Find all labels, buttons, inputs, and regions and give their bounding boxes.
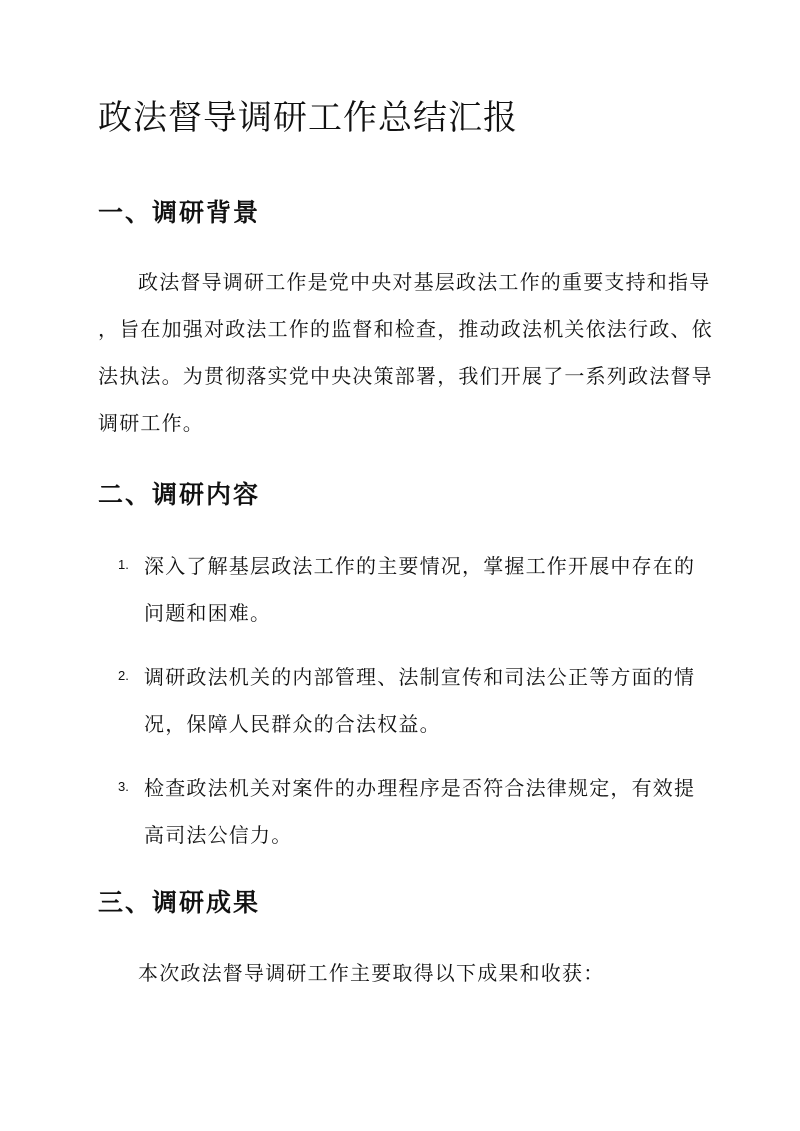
list-item-line: 高司法公信力。 [144, 823, 293, 847]
list-item-line: 深入了解基层政法工作的主要情况，掌握工作开展中存在的 [144, 554, 696, 578]
section-results-paragraph [98, 950, 708, 997]
list-item-number: 1. [118, 557, 129, 572]
paragraph-line: 法执法。为贯彻落实党中央决策部署，我们开展了一系列政法督导 [98, 364, 713, 388]
page-title: 政法督导调研工作总结汇报 [98, 98, 518, 138]
list-item-text [144, 543, 695, 637]
list-item-line: 问题和困难。 [144, 601, 272, 625]
paragraph-line: 调研工作。 [98, 411, 204, 435]
section-background-paragraph [98, 259, 713, 447]
paragraph-line: 本次政法督导调研工作主要取得以下成果和收获： [138, 961, 605, 985]
list-item-line: 况，保障人民群众的合法权益。 [144, 712, 441, 736]
list-item-line: 调研政法机关的内部管理、法制宣传和司法公正等方面的情 [144, 665, 696, 689]
section-heading-results: 三、调研成果 [98, 888, 261, 917]
paragraph-line: 政法督导调研工作是党中央对基层政法工作的重要支持和指导 [138, 270, 711, 294]
list-item-line: 检查政法机关对案件的办理程序是否符合法律规定，有效提 [144, 776, 696, 800]
list-item-text [144, 765, 695, 859]
list-item-text [144, 654, 695, 748]
list-item-number: 3. [118, 779, 129, 794]
section-heading-content: 二、调研内容 [98, 480, 261, 509]
paragraph-line: ，旨在加强对政法工作的监督和检查，推动政法机关依法行政、依 [98, 317, 713, 341]
section-heading-background: 一、调研背景 [98, 198, 261, 227]
list-item-number: 2. [118, 668, 129, 683]
